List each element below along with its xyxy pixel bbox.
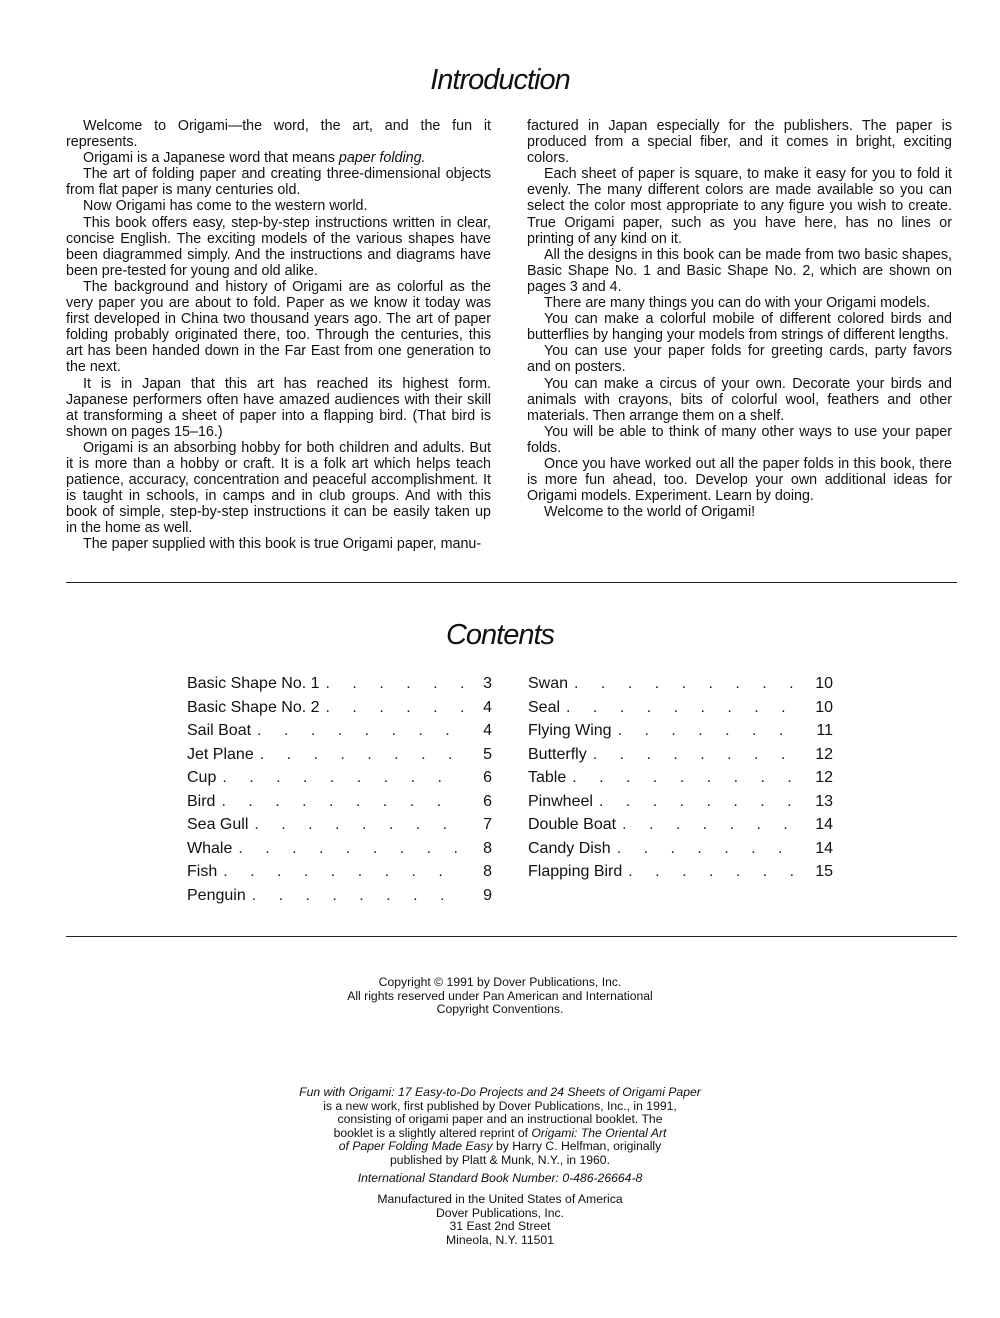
dot-leader (574, 675, 805, 693)
manufacturer-line: 31 East 2nd Street (449, 1219, 551, 1234)
contents-entry (528, 816, 833, 840)
dot-leader (593, 746, 805, 764)
contents-title: Contents (445, 619, 555, 651)
contents-entry-label: Flying Wing (528, 722, 612, 739)
contents-entry-page: 7 (483, 816, 492, 833)
contents-entry-page: 9 (483, 886, 492, 904)
contents-entry-label: Butterfly (528, 745, 587, 763)
contents-entry (187, 769, 492, 793)
isbn-line: International Standard Book Number: 0-486-26664-8 (357, 1171, 643, 1185)
contents-entry-label: Cup (187, 769, 217, 786)
contents-entry-page: 5 (483, 745, 492, 763)
introduction-right-column (527, 118, 952, 520)
publication-text: booklet is a slightly altered reprint of (333, 1125, 532, 1140)
contents-entry (528, 840, 833, 864)
contents-entry (528, 722, 833, 746)
intro-paragraph: All the designs in this book can be made from two basic shapes, Basic Shape No. 1 and Basic Shape No. 2, which are shown on pages 3 and 4. (527, 246, 952, 295)
intro-paragraph (66, 150, 491, 166)
manufacturer-line: Dover Publications, Inc. (435, 1205, 565, 1220)
contents-entry-label: Basic Shape No. 1 (187, 675, 320, 692)
intro-paragraph: Once you have worked out all the paper folds in this book, there is more fun ahead, too. Develop your own additional ideas for Origami models. Experiment. Learn by doing. (527, 455, 952, 505)
dot-leader (222, 769, 464, 787)
contents-entry-label: Flapping Bird (528, 863, 623, 880)
contents-entry-page: 14 (815, 816, 833, 833)
intro-paragraph: You can use your paper folds for greeting cards, party favors and on posters. (527, 343, 952, 376)
contents-entry (528, 675, 833, 699)
intro-paragraph: Welcome to the world of Origami! (544, 504, 756, 521)
contents-entry (528, 863, 833, 887)
intro-paragraph: The background and history of Origami are as colorful as the very paper you are about to fold. Paper as we know it today was first developed in China two thousand years ago. The art of paper folding probably originated there, too. Through the centuries, this art has been handed down in the Far East from one generation to the next. (66, 278, 491, 376)
dot-leader (622, 816, 805, 834)
intro-paragraph: Each sheet of paper is square, to make it easy for you to fold it evenly. The many different colors are made available so you can select the color most appropriate to any figure you wish to create. True Origami paper, such as you have here, has no lines or printing of any kind on it. (527, 166, 952, 247)
intro-paragraph: Now Origami has come to the western world. (83, 198, 368, 215)
introduction-title: Introduction (430, 64, 570, 96)
copyright-line: All rights reserved under Pan American and International (347, 988, 653, 1003)
contents-entry-page: 4 (483, 722, 492, 739)
contents-entry (528, 769, 833, 793)
contents-entry-label: Fish (187, 863, 218, 880)
section-divider (66, 582, 957, 583)
contents-entry-page: 3 (483, 675, 492, 692)
dot-leader (628, 863, 805, 881)
contents-entry-label: Penguin (187, 886, 246, 904)
original-title: Origami: The Oriental Art (531, 1125, 667, 1140)
contents-entry (187, 887, 492, 911)
intro-paragraph: The art of folding paper and creating three-dimensional objects from flat paper is many centuries old. (66, 166, 491, 199)
contents-entry-page: 14 (815, 839, 833, 857)
copyright-line: Copyright © 1991 by Dover Publications, Inc. (378, 975, 622, 989)
contents-entry-page: 6 (483, 769, 492, 786)
contents-entry-page: 13 (815, 792, 833, 810)
intro-text: Origami is a Japanese word that means (83, 150, 339, 167)
publication-line (0, 1086, 1000, 1100)
book-title: Fun with Origami: 17 Easy-to-Do Projects and 24 Sheets of Origami Paper (299, 1085, 701, 1099)
contents-entry (187, 816, 492, 840)
dot-leader (257, 722, 464, 740)
dot-leader (238, 840, 464, 858)
contents-entry (187, 722, 492, 746)
intro-paragraph: You will be able to think of many other ways to use your paper folds. (527, 423, 952, 456)
contents-entry-page: 10 (815, 675, 833, 692)
intro-paragraph: You can make a circus of your own. Decorate your birds and animals with crayons, bits of colorful wool, feathers and other materials. Then arrange them on a shelf. (527, 375, 952, 424)
intro-paragraph: factured in Japan especially for the publishers. The paper is produced from a special fiber, and it comes in bright, exciting colors. (527, 118, 952, 167)
contents-entry-page: 6 (483, 792, 492, 810)
contents-entry-label: Pinwheel (528, 792, 593, 810)
dot-leader (223, 863, 464, 881)
dot-leader (252, 887, 464, 905)
publication-line (0, 1140, 1000, 1154)
publication-line: consisting of origami paper and an instructional booklet. The (337, 1112, 663, 1127)
publication-line (0, 1127, 1000, 1141)
publication-line: published by Platt & Munk, N.Y., in 1960. (390, 1152, 610, 1167)
original-title: of Paper Folding Made Easy (338, 1139, 493, 1154)
contents-entry (528, 793, 833, 817)
contents-entry-label: Swan (528, 675, 569, 692)
dot-leader (260, 746, 464, 764)
dot-leader (618, 722, 805, 740)
manufacturer-info (0, 1193, 1000, 1247)
introduction-left-column (66, 118, 491, 553)
intro-paragraph: This book offers easy, step-by-step instructions written in clear, concise English. The exciting models of the various shapes have been diagrammed simply. And the instructions and diagrams have been pre-tested for young and old alike. (66, 214, 491, 279)
contents-entry-label: Candy Dish (528, 839, 611, 857)
copyright-notice (0, 976, 1000, 1017)
contents-entry-page: 12 (815, 745, 833, 763)
contents-entry (187, 840, 492, 864)
intro-paragraph: There are many things you can do with your Origami models. (544, 295, 931, 312)
dot-leader (254, 816, 464, 834)
contents-entry (187, 746, 492, 770)
contents-entry-label: Bird (187, 792, 216, 810)
contents-entry (187, 793, 492, 817)
dot-leader (326, 675, 464, 693)
contents-entry-page: 4 (483, 698, 492, 716)
contents-entry-label: Table (528, 769, 567, 786)
intro-paragraph: The paper supplied with this book is true Origami paper, manu- (83, 536, 482, 553)
contents-entry-label: Whale (187, 839, 233, 857)
dot-leader (572, 769, 805, 787)
manufacturer-line: Mineola, N.Y. 11501 (446, 1232, 554, 1247)
contents-entry-page: 15 (815, 863, 833, 880)
contents-entry-label: Double Boat (528, 816, 617, 833)
dot-leader (566, 699, 805, 717)
publication-line: is a new work, first published by Dover Publications, Inc., in 1991, (323, 1098, 677, 1113)
intro-paragraph: You can make a colorful mobile of different colored birds and butterflies by hanging your models from strings of different lengths. (527, 311, 952, 344)
publication-text: by Harry C. Helfman, originally (492, 1139, 662, 1154)
copyright-line: Copyright Conventions. (436, 1002, 564, 1017)
contents-entry (528, 699, 833, 723)
contents-entry (187, 675, 492, 699)
contents-entry-page: 11 (816, 722, 833, 739)
contents-right-column (528, 675, 833, 887)
contents-entry-page: 8 (483, 863, 492, 880)
manufacturer-line: Manufactured in the United States of America (377, 1192, 623, 1206)
contents-entry-label: Seal (528, 698, 561, 716)
dot-leader (221, 793, 464, 811)
contents-entry (187, 699, 492, 723)
intro-paragraph: Welcome to Origami—the word, the art, and the fun it represents. (66, 118, 491, 151)
intro-emphasis: paper folding. (338, 150, 426, 167)
contents-entry-page: 8 (483, 839, 492, 857)
intro-paragraph: Origami is an absorbing hobby for both children and adults. But it is more than a hobby or craft. It is a folk art which helps teach patience, accuracy, concentration and peaceful accomplishment. It is taught in schools, in camps and in club groups. And with this book of simple, step-by-step instructions it can be easily taken up in the home as well. (66, 439, 491, 537)
section-divider (66, 936, 957, 937)
contents-entry-page: 12 (815, 769, 833, 786)
intro-paragraph: It is in Japan that this art has reached its highest form. Japanese performers often have amazed audiences with their skill at transforming a sheet of paper into a flapping bird. (That bird is shown on pages 15–16.) (66, 375, 491, 440)
dot-leader (617, 840, 805, 858)
contents-entry (528, 746, 833, 770)
dot-leader (599, 793, 805, 811)
publication-note (0, 1086, 1000, 1168)
dot-leader (326, 699, 464, 717)
contents-entry-label: Jet Plane (187, 745, 254, 763)
contents-entry-label: Basic Shape No. 2 (187, 698, 320, 716)
contents-entry-label: Sail Boat (187, 722, 252, 739)
contents-entry-label: Sea Gull (187, 816, 249, 833)
contents-left-column (187, 675, 492, 910)
contents-entry (187, 863, 492, 887)
contents-entry-page: 10 (815, 698, 833, 716)
